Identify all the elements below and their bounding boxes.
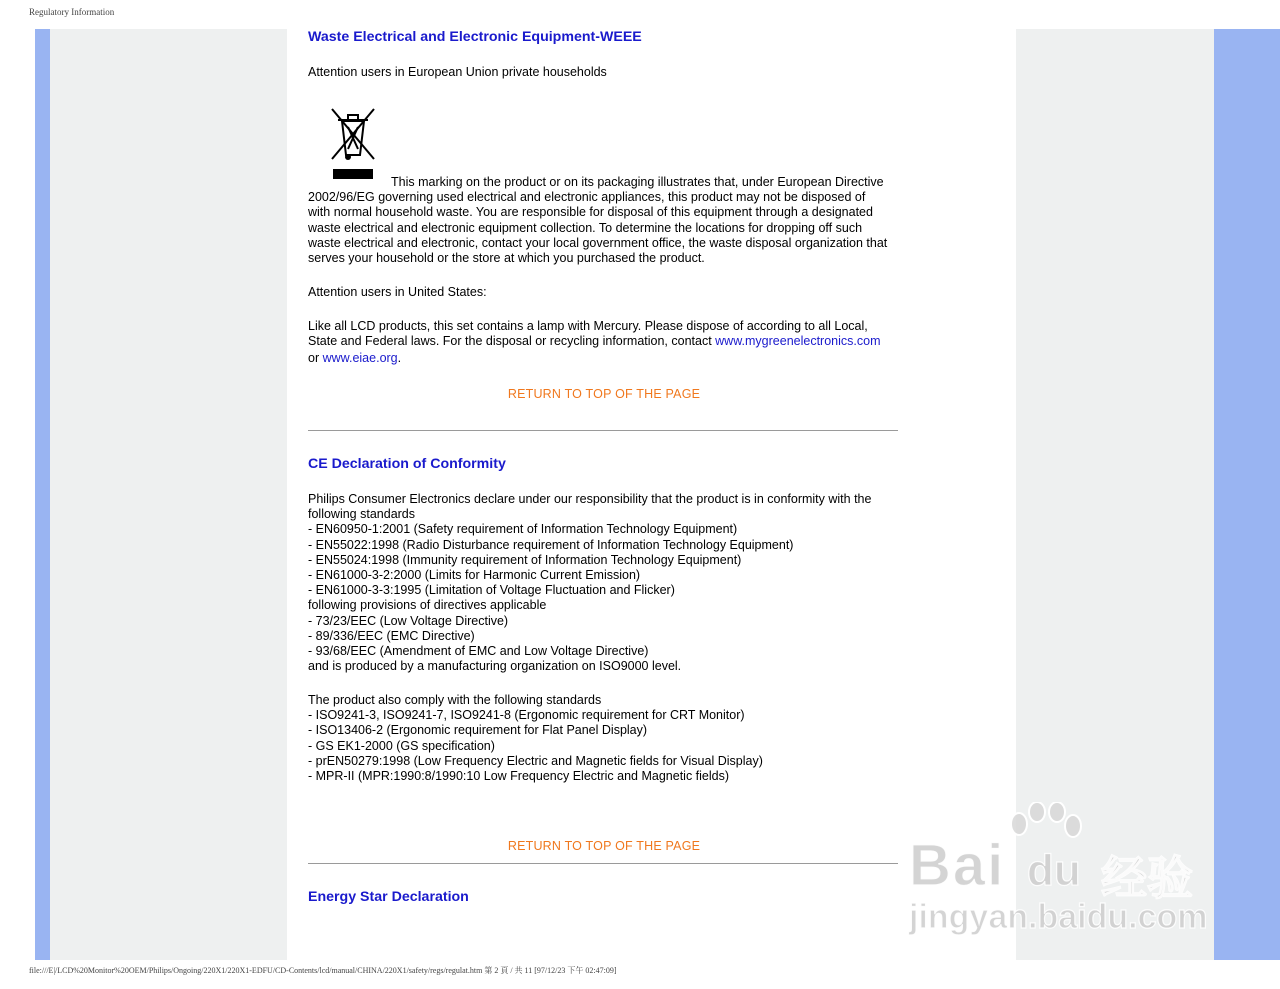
ce-line: - 73/23/EEC (Low Voltage Directive)	[308, 613, 509, 628]
ce-line: following standards	[308, 507, 416, 522]
energy-star-heading: Energy Star Declaration	[308, 889, 469, 905]
ce-line: - 93/68/EEC (Amendment of EMC and Low Voltage Directive)	[308, 644, 649, 659]
ce-heading: CE Declaration of Conformity	[308, 456, 506, 472]
watermark-brand-cn: 经验	[1101, 852, 1193, 904]
ce-line: - 89/336/EEC (EMC Directive)	[308, 628, 475, 643]
section-divider	[308, 863, 898, 864]
watermark-brand-du: du	[1027, 846, 1081, 895]
attention-eu-text: Attention users in European Union private households	[308, 65, 607, 79]
ce-line: and is produced by a manufacturing organization on ISO9000 level.	[308, 659, 682, 674]
watermark-url: jingyan.baidu.com	[909, 898, 1208, 936]
period-text: .	[397, 351, 402, 366]
weee-line: serves your household or the store at which you purchased the product.	[308, 251, 705, 266]
weee-heading: Waste Electrical and Electronic Equipment-WEEE	[308, 29, 642, 45]
ce-line: Philips Consumer Electronics declare under our responsibility that the product is in conformity with the	[308, 492, 872, 506]
weee-line: This marking on the product or on its packaging illustrates that, under European Directive	[391, 175, 884, 189]
ce-line: following provisions of directives applicable	[308, 598, 547, 613]
standard-line: - MPR-II (MPR:1990:8/1990:10 Low Frequency Electric and Magnetic fields)	[308, 769, 730, 784]
mygreenelectronics-link[interactable]: www.mygreenelectronics.com	[715, 334, 881, 349]
left-sidebar	[50, 29, 287, 960]
eiae-link[interactable]: www.eiae.org	[322, 351, 398, 366]
ce-other-standards-text	[308, 693, 900, 784]
us-line: State and Federal laws. For the disposal or recycling information, contact	[308, 334, 716, 349]
ce-line: - EN61000-3-3:1995 (Limitation of Voltage Fluctuation and Flicker)	[308, 583, 675, 598]
ce-declaration-text	[308, 492, 900, 674]
attention-us-text: Attention users in United States:	[308, 285, 487, 299]
weee-body	[308, 175, 900, 266]
return-to-top-link[interactable]: RETURN TO TOP OF THE PAGE	[507, 839, 701, 853]
us-line: Like all LCD products, this set contains a lamp with Mercury. Please dispose of according to all Local,	[308, 319, 868, 333]
weee-line: with normal household waste. You are responsible for disposal of this equipment through a designated	[308, 205, 873, 220]
standard-line: - ISO9241-3, ISO9241-7, ISO9241-8 (Ergonomic requirement for CRT Monitor)	[308, 708, 745, 723]
ce-line: - EN55022:1998 (Radio Disturbance requirement of Information Technology Equipment)	[308, 537, 794, 552]
standard-line: The product also comply with the following standards	[308, 693, 602, 707]
return-to-top-link[interactable]: RETURN TO TOP OF THE PAGE	[507, 387, 701, 401]
weee-line: 2002/96/EG governing used electrical and electronic appliances, this product may not be disposed of	[308, 190, 866, 205]
standard-line: - ISO13406-2 (Ergonomic requirement for Flat Panel Display)	[308, 723, 648, 738]
ce-line: - EN60950-1:2001 (Safety requirement of Information Technology Equipment)	[308, 522, 738, 537]
section-divider	[308, 430, 898, 431]
weee-line: waste electrical and electronic equipment collection. To determine the locations for dropping off such	[308, 220, 863, 235]
print-footer: file:///E|/LCD%20Monitor%20OEM/Philips/Ongoing/220X1/220X1-EDFU/CD-Contents/lcd/manual/CHINA/220X1/safety/regs/regulat.htm 第 2 頁 / 共 11 [97/12/23 下午 02:47:09]	[29, 966, 617, 975]
right-blue-bar	[1214, 29, 1280, 960]
watermark-brand-bai: Bai	[909, 833, 1006, 898]
standard-line: - GS EK1-2000 (GS specification)	[308, 738, 495, 753]
weee-line: waste electrical and electronic, contact your local government office, the waste disposal organization that	[308, 235, 888, 250]
baidu-jingyan-watermark	[905, 802, 1208, 942]
crossed-out-wheelie-bin-icon	[324, 103, 382, 181]
or-text: or	[308, 351, 323, 366]
print-header: Regulatory Information	[29, 7, 115, 17]
ce-line: - EN55024:1998 (Immunity requirement of Information Technology Equipment)	[308, 552, 742, 567]
us-disposal-text	[308, 319, 900, 367]
left-blue-bar	[35, 29, 50, 960]
ce-line: - EN61000-3-2:2000 (Limits for Harmonic Current Emission)	[308, 568, 641, 583]
standard-line: - prEN50279:1998 (Low Frequency Electric and Magnetic fields for Visual Display)	[308, 753, 763, 768]
